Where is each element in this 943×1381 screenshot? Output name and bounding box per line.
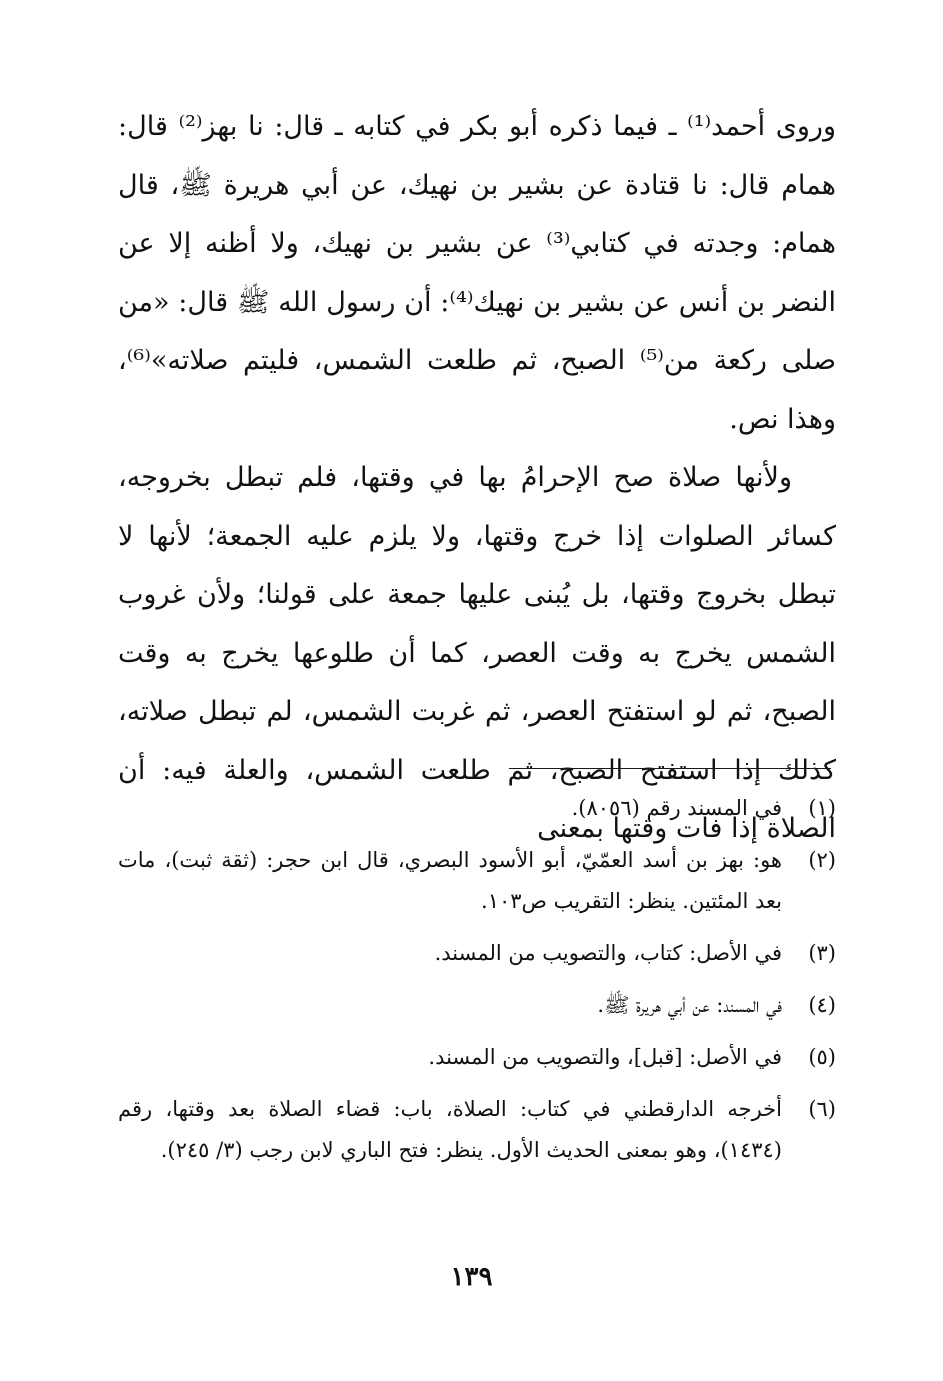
footnote-text: أخرجه الدارقطني في كتاب: الصلاة، باب: قضاء الصلاة بعد وقتها، رقم (١٤٣٤)، وهو بمعنى الحديث الأول. ينظر: فتح الباري لابن رجب (٣/ ٢٤٥). <box>118 1097 782 1162</box>
paragraph: ولأنها صلاة صح الإحرامُ بها في وقتها، فلم تبطل بخروجه، كسائر الصلوات إذا خرج وقتها، ولا يلزم عليه الجمعة؛ لأنها لا تبطل بخروج وقتها، بل يُبنى عليها جمعة على قولنا؛ ولأن غروب الشمس يخرج به وقت العصر، كما أن طلوعها يخرج به وقت الصبح، ثم لو استفتح العصر، ثم غربت الشمس، لم تبطل صلاته، كذلك إذا استفتح الصبح، ثم طلعت الشمس، والعلة فيه: أن الصلاة إذا فات وقتها بمعنى <box>118 462 836 844</box>
footnote-text: في الأصل: كتاب، والتصويب من المسند. <box>434 941 782 965</box>
paragraph: وروى أحمد⁽¹⁾ ـ فيما ذكره أبو بكر في كتابه ـ قال: نا بهز⁽²⁾ قال: همام قال: نا قتادة عن بشير بن نهيك، عن أبي هريرة ﷺ، قال همام: وجدته في كتابي⁽³⁾ عن بشير بن نهيك، ولا أظنه إلا عن النضر بن أنس عن بشير بن نهيك⁽⁴⁾: أن رسول الله ﷺ قال: «من صلى ركعة من⁽⁵⁾ الصبح، ثم طلعت الشمس، فليتم صلاته»⁽⁶⁾، وهذا نص. <box>118 111 836 435</box>
footnote-number: (١) <box>808 796 836 820</box>
footnote-item <box>118 788 836 829</box>
footnote-number: (٣) <box>808 941 836 965</box>
page-number: ١٣٩ <box>450 1262 493 1292</box>
footnote-text: في الأصل: [قبل]، والتصويب من المسند. <box>428 1045 782 1069</box>
footnote-text: في المسند: عن أبي هريرة ﷺ. <box>597 993 782 1017</box>
footnote-item <box>118 985 836 1026</box>
footnote-text: هو: بهز بن أسد العمّيّ، أبو الأسود البصري، قال ابن حجر: (ثقة ثبت)، مات بعد المئتين. ينظر: التقريب ص١٠٣. <box>118 848 782 913</box>
footnote-item <box>118 1089 836 1171</box>
footnote-divider <box>509 768 831 769</box>
footnotes <box>118 788 836 1182</box>
footnote-number: (٥) <box>808 1045 836 1069</box>
main-text <box>118 98 836 859</box>
footnote-item <box>118 1037 836 1078</box>
footnote-text: في المسند رقم (٨٠٥٦). <box>571 796 782 820</box>
footnote-number: (٢) <box>808 848 836 872</box>
footnote-item <box>118 840 836 922</box>
footnote-item <box>118 933 836 974</box>
footnote-number: (٦) <box>808 1097 836 1121</box>
footnote-number: (٤) <box>808 993 836 1017</box>
